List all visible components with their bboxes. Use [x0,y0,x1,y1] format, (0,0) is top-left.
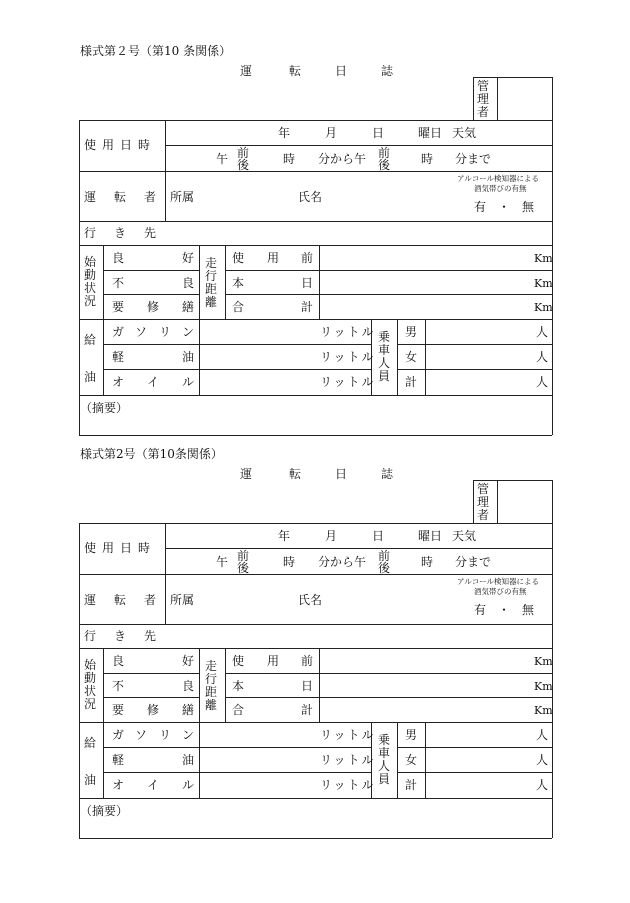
from-label: 分から午 [318,555,367,569]
mileage-today-2: 日 [301,276,314,290]
km-unit: Km [534,301,553,314]
total-label: 計 [405,375,418,389]
passengers-label: 乗車人員 [377,330,390,383]
mileage-before-1: 使 [232,251,245,265]
male-label: 男 [405,325,418,339]
fuel-gasoline-1: ガ [112,728,125,742]
refuel-label-2: 油 [84,773,97,787]
alcohol-check-label: アルコール検知器による [457,174,540,183]
mileage-before-2: 用 [267,654,280,668]
fuel-oil-3: ル [182,778,195,792]
km-unit: Km [534,252,553,265]
title-char: 日 [335,64,348,78]
title-char: 転 [289,64,302,78]
manager-label: 管理者 [477,79,490,119]
status-repair-2: 修 [147,703,160,717]
driving-log-form [0,403,630,818]
status-repair-3: 繕 [182,300,195,314]
liter-unit: リットル [320,728,376,742]
from-label: 分から午 [318,152,367,166]
km-unit: Km [534,277,553,290]
fuel-light-2: 油 [182,350,195,364]
mileage-before-2: 用 [267,251,280,265]
mileage-before-1: 使 [232,654,245,668]
usage-datetime-label: 使用日時 [84,138,157,152]
fuel-oil-1: オ [112,375,125,389]
person-unit: 人 [536,325,549,339]
destination-label: 行き先 [84,226,175,240]
fuel-gasoline-4: ン [182,325,195,339]
fuel-oil-3: ル [182,375,195,389]
fuel-light-1: 軽 [112,753,125,767]
fuel-oil-1: オ [112,778,125,792]
mileage-total-2: 計 [301,703,314,717]
refuel-label-1: 給 [84,736,97,750]
fuel-oil-2: イ [147,778,160,792]
am-label: 前 [378,146,391,160]
mileage-label: 走行距離 [204,256,217,309]
mileage-today-1: 本 [232,679,245,693]
am-label: 前 [378,549,391,563]
status-bad-1: 不 [112,679,125,693]
weekday-label: 曜日 [418,529,443,543]
name-label: 氏名 [298,190,323,204]
liter-unit: リットル [320,778,376,792]
day-label: 日 [372,529,385,543]
name-label: 氏名 [298,593,323,607]
fuel-gasoline-3: リ [159,728,172,742]
status-repair-1: 要 [112,300,125,314]
year-label: 年 [278,126,291,140]
mileage-before-3: 前 [301,654,314,668]
manager-seal-box[interactable] [498,78,551,119]
manager-label: 管理者 [477,482,490,522]
km-unit: Km [534,680,553,693]
driving-log-form [0,0,630,415]
liter-unit: リットル [320,350,376,364]
title-char: 運 [240,64,253,78]
pm-label: 後 [378,561,391,575]
mileage-before-3: 前 [301,251,314,265]
title-char: 誌 [381,64,394,78]
hour-label: 時 [283,152,296,166]
fuel-light-1: 軽 [112,350,125,364]
hour-label: 時 [283,555,296,569]
title-char: 転 [289,467,302,481]
fuel-oil-2: イ [147,375,160,389]
liter-unit: リットル [320,375,376,389]
am-label: 前 [237,146,250,160]
mileage-today-2: 日 [301,679,314,693]
pm-label: 後 [237,158,250,172]
mileage-total-2: 計 [301,300,314,314]
day-label: 日 [372,126,385,140]
start-status-label: 始動状況 [83,255,96,308]
fuel-gasoline-1: ガ [112,325,125,339]
refuel-label-2: 油 [84,370,97,384]
until-label: 分まで [455,555,492,569]
title-char: 日 [335,467,348,481]
male-label: 男 [405,728,418,742]
total-label: 計 [405,778,418,792]
fuel-gasoline-2: ソ [135,728,148,742]
mileage-label: 走行距離 [204,659,217,712]
title-char: 誌 [381,467,394,481]
destination-field[interactable] [166,625,551,647]
pm-label: 後 [378,158,391,172]
status-bad-2: 良 [182,276,195,290]
fuel-gasoline-3: リ [159,325,172,339]
fuel-gasoline-2: ソ [135,325,148,339]
status-repair-3: 繕 [182,703,195,717]
mileage-total-1: 合 [232,300,245,314]
weather-label: 天気 [452,529,477,543]
refuel-label-1: 給 [84,333,97,347]
hour-label: 時 [421,555,434,569]
pm-label: 後 [237,561,250,575]
status-bad-1: 不 [112,276,125,290]
passengers-label: 乗車人員 [377,733,390,786]
weather-label: 天気 [452,126,477,140]
km-unit: Km [534,655,553,668]
status-good-2: 好 [182,654,195,668]
status-good-1: 良 [112,251,125,265]
affiliation-label: 所属 [170,190,195,204]
weekday-label: 曜日 [418,126,443,140]
driver-label: 運転者 [84,593,175,607]
status-repair-1: 要 [112,703,125,717]
destination-field[interactable] [166,222,551,244]
alcohol-options[interactable]: 有 ・ 無 [474,603,535,617]
fuel-light-2: 油 [182,753,195,767]
liter-unit: リットル [320,325,376,339]
usage-datetime-label: 使用日時 [84,541,157,555]
ampm-label: 午 [216,555,229,569]
manager-seal-box[interactable] [498,481,551,522]
am-label: 前 [237,549,250,563]
month-label: 月 [325,529,338,543]
start-status-label: 始動状況 [83,658,96,711]
status-good-2: 好 [182,251,195,265]
fuel-gasoline-4: ン [182,728,195,742]
person-unit: 人 [536,728,549,742]
mileage-total-1: 合 [232,703,245,717]
ampm-label: 午 [216,152,229,166]
alcohol-check-label: 酒気帯びの有無 [474,184,527,193]
female-label: 女 [405,350,418,364]
mileage-today-1: 本 [232,276,245,290]
alcohol-options[interactable]: 有 ・ 無 [474,200,535,214]
person-unit: 人 [536,350,549,364]
destination-label: 行き先 [84,629,175,643]
alcohol-check-label: 酒気帯びの有無 [474,587,527,596]
year-label: 年 [278,529,291,543]
person-unit: 人 [536,375,549,389]
alcohol-check-label: アルコール検知器による [457,577,540,586]
person-unit: 人 [536,753,549,767]
female-label: 女 [405,753,418,767]
status-good-1: 良 [112,654,125,668]
form-number: 様式第2号（第10条関係） [80,447,223,461]
km-unit: Km [534,704,553,717]
status-repair-2: 修 [147,300,160,314]
driver-label: 運転者 [84,190,175,204]
summary-label: （摘要） [80,401,129,415]
summary-field[interactable] [80,799,551,837]
title-char: 運 [240,467,253,481]
form-number: 様式第２号（第10 条関係） [80,44,232,58]
summary-label: （摘要） [80,804,129,818]
liter-unit: リットル [320,753,376,767]
month-label: 月 [325,126,338,140]
affiliation-label: 所属 [170,593,195,607]
hour-label: 時 [421,152,434,166]
person-unit: 人 [536,778,549,792]
status-bad-2: 良 [182,679,195,693]
until-label: 分まで [455,152,492,166]
